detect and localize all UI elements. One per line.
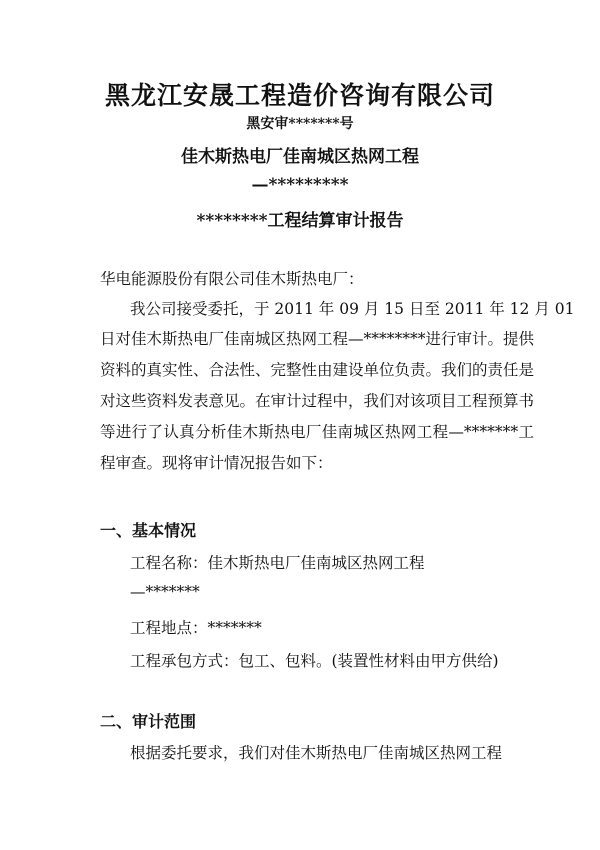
intro-line-3: 资料的真实性、合法性、完整性由建设单位负责。我们的责任是 xyxy=(100,361,535,379)
section-2-heading: 二、审计范围 xyxy=(100,712,197,731)
company-name: 黑龙江安晟工程造价咨询有限公司 xyxy=(104,81,495,110)
intro-line-2: 日对佳木斯热电厂佳南城区热网工程—********进行审计。提供 xyxy=(100,330,535,348)
report-title-line-3: ********工程结算审计报告 xyxy=(196,211,404,231)
section-2-text: 根据委托要求，我们对佳木斯热电厂佳南城区热网工程 xyxy=(130,744,503,762)
document-number: 黑安审*******号 xyxy=(246,116,354,132)
intro-line-5: 等进行了认真分析佳木斯热电厂佳南城区热网工程—*******工 xyxy=(100,423,534,441)
project-location: 工程地点：******* xyxy=(130,619,262,637)
addressee: 华电能源股份有限公司佳木斯热电厂： xyxy=(100,270,364,288)
intro-line-1: 我公司接受委托，于 2011 年 09 月 15 日至 2011 年 12 月 01 xyxy=(130,300,575,318)
contract-mode: 工程承包方式：包工、包料。(装置性材料由甲方供给) xyxy=(130,652,499,670)
report-title-line-2: —********* xyxy=(251,175,349,195)
intro-line-6: 程审查。现将审计情况报告如下： xyxy=(100,454,333,472)
section-1-heading: 一、基本情况 xyxy=(100,521,197,540)
project-name: 工程名称：佳木斯热电厂佳南城区热网工程 xyxy=(130,554,425,572)
project-name-continued: —******* xyxy=(130,583,200,601)
intro-line-4: 对这些资料发表意见。在审计过程中，我们对该项目工程预算书 xyxy=(100,392,535,410)
report-title-line-1: 佳木斯热电厂佳南城区热网工程 xyxy=(181,147,419,167)
